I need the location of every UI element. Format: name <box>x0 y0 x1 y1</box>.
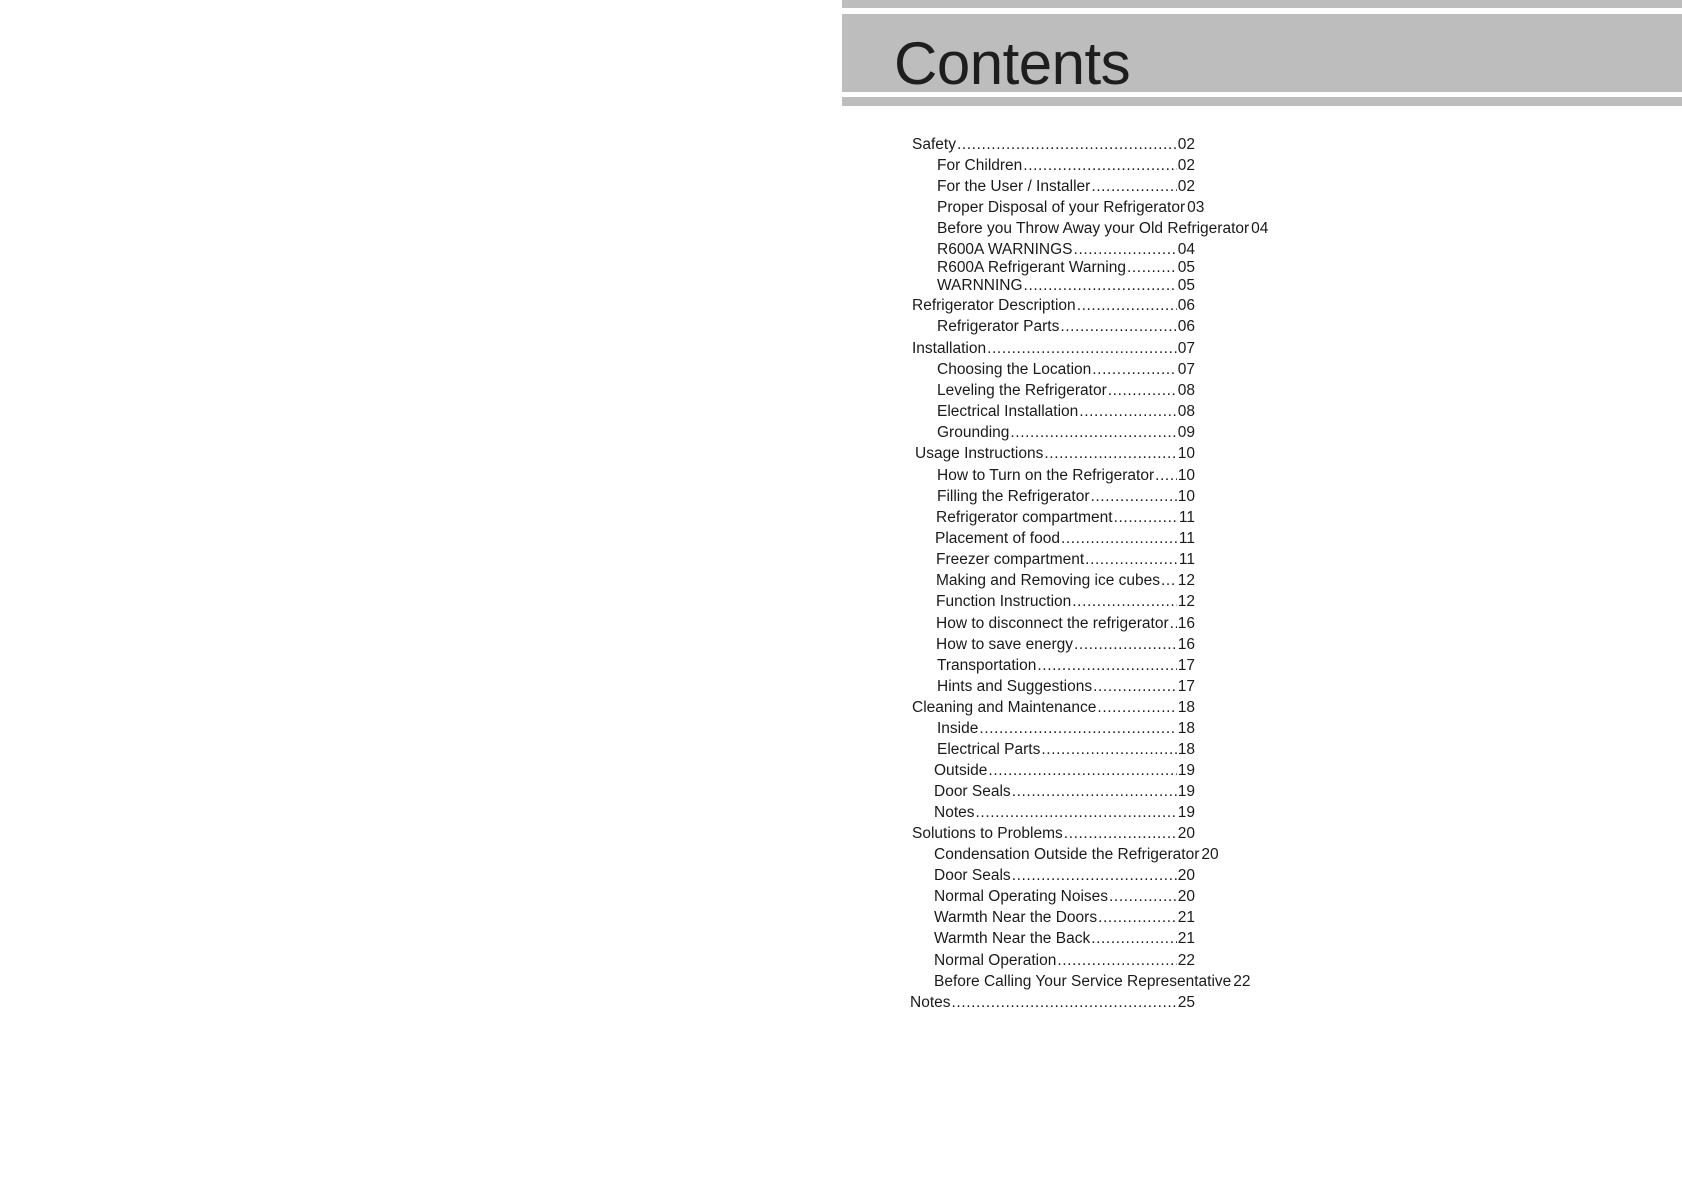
toc-entry-label: Inside <box>937 720 979 737</box>
toc-leader-dots <box>1098 908 1177 928</box>
toc-entry-page-number: 22 <box>1233 973 1251 990</box>
toc-entry-label: Freezer compartment <box>936 551 1085 568</box>
toc-leader-dots <box>1093 677 1177 697</box>
toc-entry[interactable] <box>934 951 1195 971</box>
toc-leader-dots <box>1090 487 1176 507</box>
toc-entry-page-number: 20 <box>1177 888 1195 905</box>
toc-leader-dots <box>1064 824 1177 844</box>
toc-entry-label: Door Seals <box>934 867 1011 884</box>
toc-entry-page-number: 04 <box>1177 241 1195 258</box>
toc-entry-label: WARNNING <box>937 277 1023 294</box>
toc-leader-dots <box>1044 444 1176 464</box>
toc-entry-page-number: 10 <box>1177 488 1195 505</box>
toc-leader-dots <box>1057 951 1176 971</box>
toc-entry-page-number: 18 <box>1177 741 1195 758</box>
toc-entry-label: How to save energy <box>936 636 1073 653</box>
toc-entry-label: R600A WARNINGS <box>937 241 1073 258</box>
toc-entry[interactable] <box>936 571 1195 591</box>
toc-entry[interactable] <box>937 381 1195 401</box>
toc-leader-dots <box>1041 740 1176 760</box>
toc-entry[interactable] <box>912 296 1195 316</box>
toc-leader-dots <box>1079 402 1176 422</box>
toc-leader-dots <box>1010 423 1176 443</box>
toc-entry-page-number: 09 <box>1177 424 1195 441</box>
toc-entry-label: Electrical Installation <box>937 403 1079 420</box>
toc-leader-dots <box>1127 258 1177 278</box>
toc-entry[interactable] <box>934 845 1219 865</box>
toc-entry-label: Electrical Parts <box>937 741 1041 758</box>
toc-leader-dots <box>1060 317 1176 337</box>
toc-leader-dots <box>1114 508 1178 528</box>
toc-entry-label: Condensation Outside the Refrigerator <box>934 846 1200 863</box>
toc-entry-label: Hints and Suggestions <box>937 678 1093 695</box>
toc-entry-label: Making and Removing ice cubes <box>936 572 1161 589</box>
toc-entry-page-number: 18 <box>1177 699 1195 716</box>
toc-entry-page-number: 20 <box>1177 825 1195 842</box>
toc-entry-page-number: 25 <box>1177 994 1195 1011</box>
toc-entry[interactable] <box>934 803 1195 823</box>
toc-entry-label: Notes <box>934 804 975 821</box>
toc-entry[interactable] <box>934 761 1195 781</box>
title-band <box>842 14 1682 97</box>
toc-entry-page-number: 10 <box>1177 445 1195 462</box>
toc-entry[interactable] <box>912 824 1195 844</box>
toc-entry-page-number: 06 <box>1177 318 1195 335</box>
toc-leader-dots <box>1072 592 1176 612</box>
toc-leader-dots <box>1023 156 1176 176</box>
toc-leader-dots <box>1074 240 1177 260</box>
toc-entry[interactable] <box>936 508 1195 528</box>
toc-entry[interactable] <box>910 993 1195 1013</box>
toc-entry-page-number: 03 <box>1187 199 1205 216</box>
toc-entry[interactable] <box>937 360 1195 380</box>
toc-entry-label: Before Calling Your Service Representative <box>934 973 1232 990</box>
toc-leader-dots <box>957 135 1177 155</box>
toc-entry-page-number: 08 <box>1177 382 1195 399</box>
toc-entry[interactable] <box>912 135 1195 155</box>
toc-entry-label: Transportation <box>937 657 1037 674</box>
toc-entry-label: Filling the Refrigerator <box>937 488 1090 505</box>
toc-entry[interactable] <box>936 592 1195 612</box>
toc-entry-page-number: 21 <box>1177 930 1195 947</box>
toc-entry-label: Before you Throw Away your Old Refrigerator <box>937 220 1250 237</box>
toc-leader-dots <box>1074 635 1177 655</box>
toc-entry-page-number: 18 <box>1177 720 1195 737</box>
toc-entry-page-number: 22 <box>1177 952 1195 969</box>
toc-entry[interactable] <box>937 240 1195 260</box>
toc-entry[interactable] <box>915 444 1195 464</box>
toc-entry-page-number: 02 <box>1177 157 1195 174</box>
toc-entry-label: For Children <box>937 157 1023 174</box>
toc-entry-label: Door Seals <box>934 783 1011 800</box>
toc-entry-label: Refrigerator Parts <box>937 318 1060 335</box>
toc-entry-page-number: 05 <box>1177 259 1195 276</box>
toc-entry-page-number: 19 <box>1177 804 1195 821</box>
toc-entry-label: Grounding <box>937 424 1010 441</box>
toc-entry-label: Solutions to Problems <box>912 825 1063 842</box>
toc-leader-dots <box>1012 782 1177 802</box>
toc-entry-page-number: 19 <box>1177 783 1195 800</box>
toc-entry-page-number: 02 <box>1177 178 1195 195</box>
toc-entry-page-number: 12 <box>1177 572 1195 589</box>
toc-leader-dots <box>1109 887 1177 907</box>
toc-entry[interactable] <box>934 782 1195 802</box>
toc-entry-label: Placement of food <box>935 530 1060 547</box>
toc-entry[interactable] <box>934 887 1195 907</box>
toc-entry-page-number: 06 <box>1177 297 1195 314</box>
toc-entry-label: Warmth Near the Back <box>934 930 1091 947</box>
toc-entry-page-number: 11 <box>1178 551 1195 568</box>
toc-entry[interactable] <box>937 677 1195 697</box>
toc-entry-label: How to Turn on the Refrigerator <box>937 467 1155 484</box>
toc-entry[interactable] <box>937 258 1195 278</box>
toc-entry-label: Safety <box>912 136 956 153</box>
toc-entry-page-number: 12 <box>1177 593 1195 610</box>
toc-entry-label: Normal Operation <box>934 952 1057 969</box>
toc-entry[interactable] <box>934 866 1195 886</box>
toc-entry[interactable] <box>934 929 1195 949</box>
toc-entry[interactable] <box>937 656 1195 676</box>
toc-entry-page-number: 16 <box>1177 636 1195 653</box>
toc-entry-label: Choosing the Location <box>937 361 1092 378</box>
toc-leader-dots <box>1092 360 1176 380</box>
toc-entry[interactable] <box>912 339 1195 359</box>
top-rule <box>842 0 1682 8</box>
toc-leader-dots <box>1097 698 1176 718</box>
toc-entry-page-number: 11 <box>1178 509 1195 526</box>
toc-entry[interactable] <box>937 177 1195 197</box>
toc-entry-page-number: 17 <box>1177 678 1195 695</box>
toc-entry-label: How to disconnect the refrigerator <box>936 615 1169 632</box>
toc-leader-dots <box>952 993 1177 1013</box>
bottom-rule <box>842 97 1682 106</box>
page-title: Contents <box>894 30 1131 97</box>
toc-entry[interactable] <box>937 402 1195 422</box>
toc-leader-dots <box>1012 866 1177 886</box>
toc-entry-label: Proper Disposal of your Refrigerator <box>937 199 1186 216</box>
toc-entry-page-number: 20 <box>1177 867 1195 884</box>
toc-entry-page-number: 16 <box>1177 615 1195 632</box>
toc-entry[interactable] <box>937 719 1195 739</box>
toc-entry[interactable] <box>937 423 1195 443</box>
toc-entry-label: Installation <box>912 340 987 357</box>
toc-entry-label: R600A Refrigerant Warning <box>937 259 1126 276</box>
toc-leader-dots <box>1108 381 1177 401</box>
toc-entry-label: Leveling the Refrigerator <box>937 382 1107 399</box>
toc-leader-dots <box>987 339 1177 359</box>
toc-entry-label: Normal Operating Noises <box>934 888 1109 905</box>
toc-leader-dots <box>1037 656 1176 676</box>
toc-leader-dots <box>979 719 1176 739</box>
toc-entry-label: Function Instruction <box>936 593 1072 610</box>
toc-entry-page-number: 11 <box>1178 530 1195 547</box>
toc-entry-page-number: 07 <box>1177 340 1195 357</box>
toc-leader-dots <box>1170 614 1177 634</box>
toc-leader-dots <box>988 761 1176 781</box>
toc-entry[interactable] <box>937 219 1269 239</box>
toc-entry-label: Cleaning and Maintenance <box>912 699 1097 716</box>
toc-leader-dots <box>1077 296 1177 316</box>
toc-leader-dots <box>1091 177 1176 197</box>
toc-entry-page-number: 19 <box>1177 762 1195 779</box>
toc-leader-dots <box>1085 550 1178 570</box>
toc-entry[interactable] <box>936 635 1195 655</box>
toc-entry[interactable] <box>937 317 1195 337</box>
toc-entry-label: Notes <box>910 994 951 1011</box>
toc-leader-dots <box>1061 529 1178 549</box>
toc-leader-dots <box>976 803 1177 823</box>
toc-entry[interactable] <box>936 550 1195 570</box>
toc-leader-dots <box>1091 929 1177 949</box>
toc-leader-dots <box>1161 571 1177 591</box>
toc-leader-dots <box>1024 276 1177 296</box>
toc-entry-label: Refrigerator Description <box>912 297 1076 314</box>
toc-entry-page-number: 17 <box>1177 657 1195 674</box>
toc-entry[interactable] <box>936 614 1195 634</box>
toc-entry[interactable] <box>935 529 1195 549</box>
toc-entry-label: Refrigerator compartment <box>936 509 1113 526</box>
toc-entry-label: Outside <box>934 762 988 779</box>
toc-entry-label: Usage Instructions <box>915 445 1044 462</box>
toc-entry[interactable] <box>934 972 1251 992</box>
toc-entry-page-number: 04 <box>1251 220 1269 237</box>
toc-entry-page-number: 02 <box>1177 136 1195 153</box>
contents-page <box>842 0 1682 1190</box>
toc-entry-page-number: 05 <box>1177 277 1195 294</box>
toc-entry[interactable] <box>912 698 1195 718</box>
toc-entry[interactable] <box>937 276 1195 296</box>
toc-entry-label: Warmth Near the Doors <box>934 909 1098 926</box>
toc-entry[interactable] <box>937 466 1195 486</box>
toc-entry-label: For the User / Installer <box>937 178 1091 195</box>
toc-entry[interactable] <box>937 487 1195 507</box>
toc-entry-page-number: 20 <box>1201 846 1219 863</box>
toc-entry[interactable] <box>937 740 1195 760</box>
toc-entry[interactable] <box>934 908 1195 928</box>
toc-entry-page-number: 21 <box>1177 909 1195 926</box>
toc-entry[interactable] <box>937 198 1205 218</box>
toc-leader-dots <box>1155 466 1177 486</box>
toc-entry-page-number: 08 <box>1177 403 1195 420</box>
toc-entry-page-number: 10 <box>1177 467 1195 484</box>
toc-entry[interactable] <box>937 156 1195 176</box>
toc-entry-page-number: 07 <box>1177 361 1195 378</box>
